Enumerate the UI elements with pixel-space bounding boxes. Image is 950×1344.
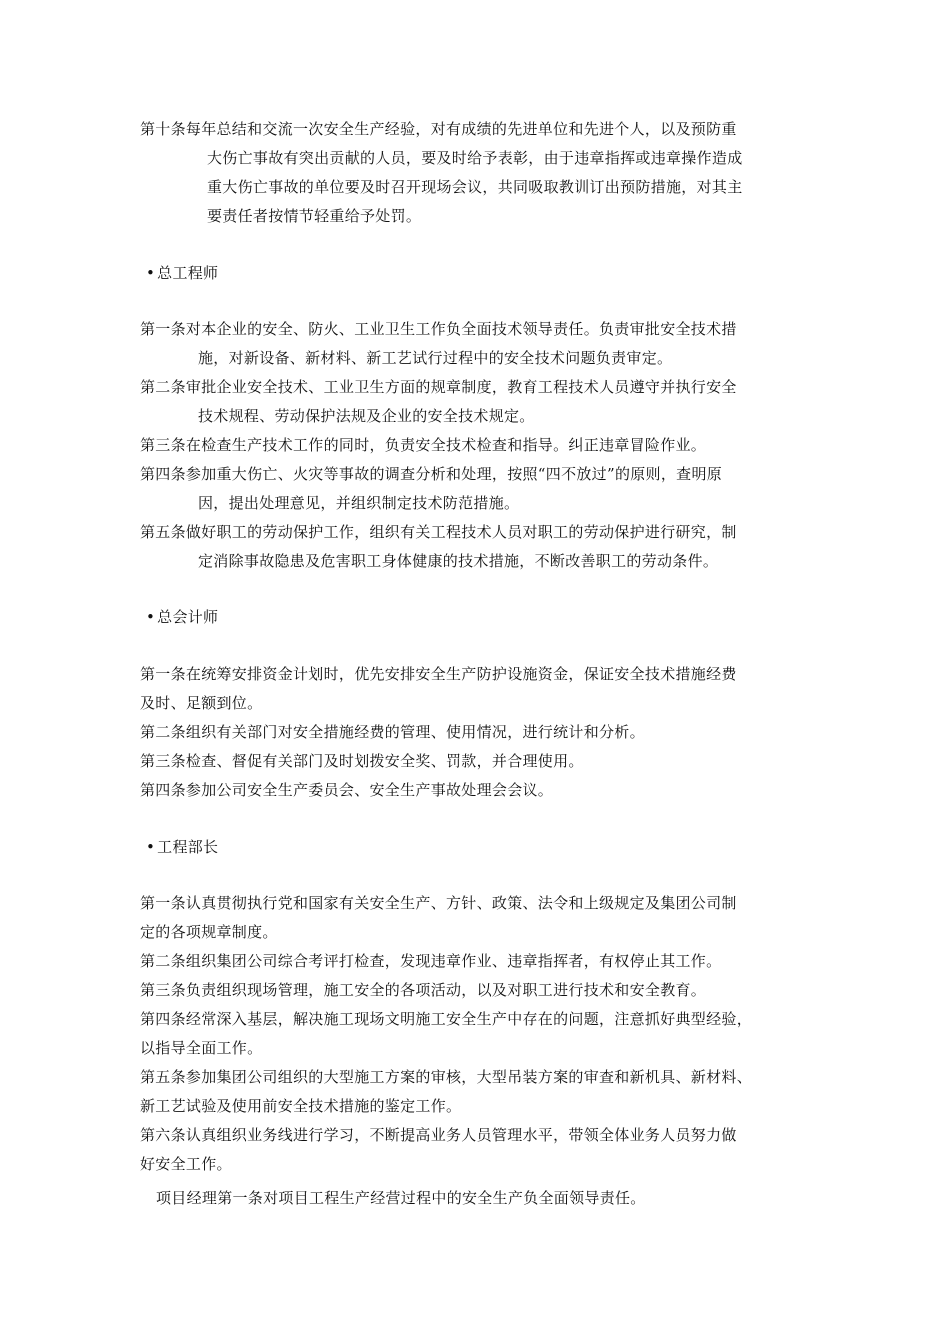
- intro-line-2: 大伤亡事故有突出贡献的人员，要及时给予表彰，由于违章指挥或违章操作造成: [207, 149, 743, 167]
- engineering-head-line-3: 第二条组织集团公司综合考评打检查，发现违章作业、违章指挥者，有权停止其工作。: [140, 952, 722, 970]
- chief-engineer-line-6: 第四条参加重大伤亡、火灾等事故的调查分析和处理，按照“四不放过”的原则，查明原: [140, 465, 723, 483]
- intro-line-4: 要责任者按情节轻重给予处罚。: [207, 207, 422, 225]
- engineering-head-line-6: 以指导全面工作。: [140, 1039, 263, 1057]
- intro-line-3: 重大伤亡事故的单位要及时召开现场会议，共同吸取教训订出预防措施，对其主: [207, 178, 743, 196]
- chief-accountant-line-1: 第一条在统筹安排资金计划时，优先安排安全生产防护设施资金，保证安全技术措施经费: [140, 665, 737, 683]
- engineering-head-line-1: 第一条认真贯彻执行党和国家有关安全生产、方针、政策、法令和上级规定及集团公司制: [140, 894, 737, 912]
- engineering-head-line-4: 第三条负责组织现场管理，施工安全的各项活动，以及对职工进行技术和安全教育。: [140, 981, 707, 999]
- section-heading-chief-accountant: • 总会计师: [146, 605, 218, 629]
- engineering-head-line-8: 新工艺试验及使用前安全技术措施的鉴定工作。: [140, 1097, 462, 1115]
- chief-engineer-line-5: 第三条在检查生产技术工作的同时，负责安全技术检查和指导。纠正违章冒险作业。: [140, 436, 707, 454]
- chief-accountant-line-2: 及时、足额到位。: [140, 694, 263, 712]
- engineering-head-line-2: 定的各项规章制度。: [140, 923, 278, 941]
- chief-engineer-line-3: 第二条审批企业安全技术、工业卫生方面的规章制度，教育工程技术人员遵守并执行安全: [140, 378, 737, 396]
- section-heading-chief-engineer: • 总工程师: [146, 261, 218, 285]
- engineering-head-line-5: 第四条经常深入基层，解决施工现场文明施工安全生产中存在的问题，注意抓好典型经验，: [140, 1010, 753, 1028]
- engineering-head-line-9: 第六条认真组织业务线进行学习，不断提高业务人员管理水平，带领全体业务人员努力做: [140, 1126, 737, 1144]
- section-heading-engineering-head: • 工程部长: [146, 835, 218, 859]
- chief-engineer-line-4: 技术规程、劳动保护法规及企业的安全技术规定。: [198, 407, 535, 425]
- chief-accountant-line-5: 第四条参加公司安全生产委员会、安全生产事故处理会会议。: [140, 781, 554, 799]
- chief-accountant-line-4: 第三条检查、督促有关部门及时划拨安全奖、罚款，并合理使用。: [140, 752, 584, 770]
- intro-line-1: 第十条每年总结和交流一次安全生产经验，对有成绩的先进单位和先进个人，以及预防重: [140, 120, 737, 138]
- chief-engineer-line-8: 第五条做好职工的劳动保护工作，组织有关工程技术人员对职工的劳动保护进行研究，制: [140, 523, 737, 541]
- project-manager-line: 项目经理第一条对项目工程生产经营过程中的安全生产负全面领导责任。: [156, 1189, 646, 1207]
- chief-engineer-line-9: 定消除事故隐患及危害职工身体健康的技术措施，不断改善职工的劳动条件。: [198, 552, 719, 570]
- engineering-head-line-7: 第五条参加集团公司组织的大型施工方案的审核，大型吊装方案的审查和新机具、新材料、: [140, 1068, 753, 1086]
- chief-engineer-line-7: 因，提出处理意见，并组织制定技术防范措施。: [198, 494, 520, 512]
- chief-accountant-line-3: 第二条组织有关部门对安全措施经费的管理、使用情况，进行统计和分析。: [140, 723, 645, 741]
- chief-engineer-line-2: 施，对新设备、新材料、新工艺试行过程中的安全技术问题负责审定。: [198, 349, 673, 367]
- engineering-head-line-10: 好安全工作。: [140, 1155, 232, 1173]
- chief-engineer-line-1: 第一条对本企业的安全、防火、工业卫生工作负全面技术领导责任。负责审批安全技术措: [140, 320, 737, 338]
